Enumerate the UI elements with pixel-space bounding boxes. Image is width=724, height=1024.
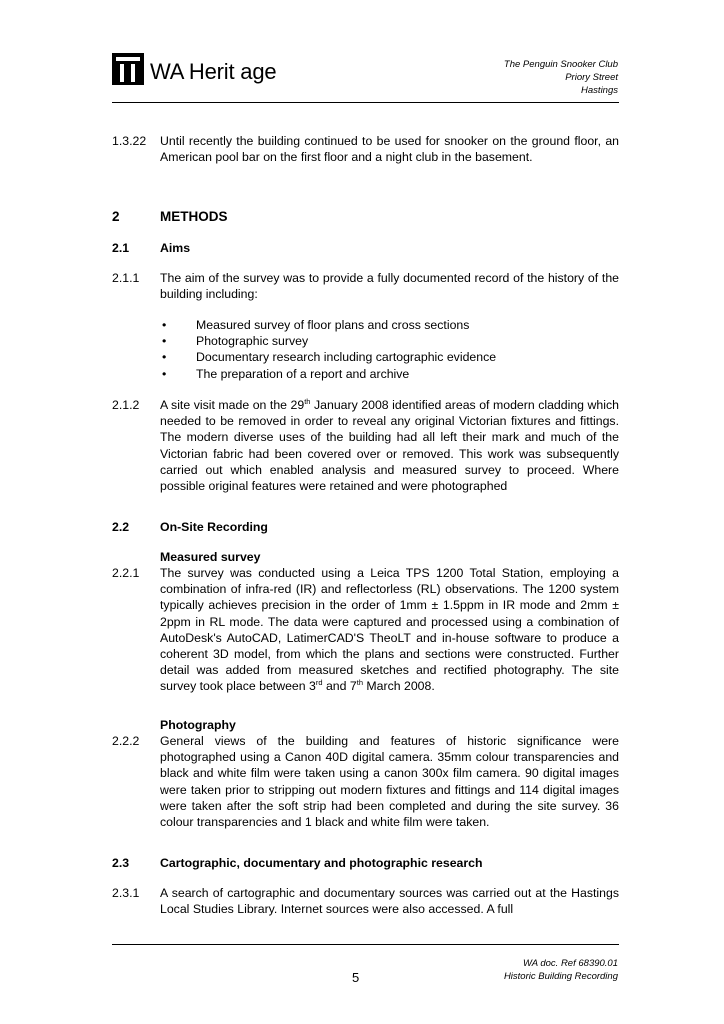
footer-reference (504, 957, 618, 983)
text-run: March 2008. (363, 679, 435, 694)
paragraph-number: 2.2.2 (112, 734, 140, 748)
superscript: rd (315, 678, 323, 688)
heading-number: 2.1 (112, 241, 130, 255)
list-item (160, 366, 620, 382)
list-item (160, 349, 620, 365)
logo-mark-icon (112, 53, 144, 85)
paragraph-number: 2.2.1 (112, 566, 140, 580)
footer-line: WA doc. Ref 68390.01 (522, 958, 618, 969)
paragraph-number: 1.3.22 (112, 134, 147, 148)
header-address (504, 58, 618, 97)
list-item-text: Measured survey of floor plans and cross sections (196, 318, 470, 332)
heading-title: Aims (160, 241, 191, 255)
list-item-text: Photographic survey (196, 334, 309, 349)
paragraph-text: A search of cartographic and documentary sources was carried out at the Hastings Local Studies Library. Internet sources were also accessed. A full (160, 886, 619, 917)
list-item-text: Documentary research including cartographic evidence (196, 350, 497, 365)
text-run: A site visit made on the 29 (160, 398, 305, 412)
paragraph-text: Until recently the building continued to be used for snooker on the ground floor, an American pool bar on the first floor and a night club in the basement. (160, 134, 619, 165)
heading-number: 2.3 (112, 856, 130, 870)
page-number: 5 (352, 970, 360, 985)
paragraph-2-2-2 (112, 733, 619, 830)
superscript: th (304, 396, 311, 406)
subheading-photography: Photography (160, 718, 236, 732)
paragraph-1-3-22 (112, 133, 619, 165)
bullet-icon: • (162, 318, 167, 332)
list-item-text: The preparation of a report and archive (196, 366, 410, 381)
wa-heritage-logo (112, 53, 276, 85)
superscript: th (356, 678, 363, 688)
section-heading-2 (112, 209, 228, 224)
paragraph-text (160, 565, 619, 695)
paragraph-2-2-1 (112, 565, 619, 695)
paragraph-2-3-1 (112, 885, 619, 917)
paragraph-2-1-2 (112, 397, 619, 494)
header-line: The Penguin Snooker Club (503, 59, 618, 70)
heading-number: 2 (112, 209, 120, 224)
list-item (160, 333, 620, 349)
bullet-icon: • (162, 350, 167, 365)
paragraph-text: General views of the building and features of historic significance were photographed using a Canon 40D digital camera. 35mm colour transparencies and black and white film were taken using a canon 300x film camera. 90 digital images were taken prior to stripping out modern fixtures and fittings and 114 digital images were taken after the soft strip had been completed and during the site survey. 36 colour transparencies and 1 black and white film were taken. (160, 734, 619, 830)
aims-bullet-list (160, 317, 620, 382)
heading-title: METHODS (160, 209, 228, 224)
heading-title: On-Site Recording (160, 520, 268, 534)
heading-number: 2.2 (112, 520, 130, 534)
paragraph-number: 2.3.1 (112, 886, 140, 900)
section-heading-2-3 (112, 856, 483, 870)
subheading-measured-survey: Measured survey (160, 550, 261, 564)
bullet-icon: • (162, 366, 167, 381)
paragraph-number: 2.1.1 (112, 271, 140, 285)
section-heading-2-1 (112, 241, 190, 255)
list-item (160, 317, 620, 333)
text-run: The survey was conducted using a Leica TPS 1200 Total Station, employing a combination of infra-red (IR) and reflectorless (RL) observations. The 1200 system typically achieves precision in the order of 1mm ± 1.5ppm in IR mode and 2mm ± 2ppm in RL mode. The data were captured and processed using a combination of AutoDesk's AutoCAD, LatimerCAD'S TheoLT and in-house software to produce a coherent 3D model, from which the plans and sections were constructed. Further detail was added from measured sketches and rectified photography. The site survey took place between 3 (160, 566, 619, 694)
paragraph-text (160, 397, 619, 494)
logo-text: WA Herit age (150, 59, 277, 84)
paragraph-number: 2.1.2 (112, 398, 140, 412)
header-rule (112, 102, 619, 103)
text-run: and 7 (322, 679, 357, 694)
footer-line: Historic Building Recording (503, 971, 618, 982)
heading-title: Cartographic, documentary and photographic research (160, 856, 483, 870)
footer-rule (112, 944, 619, 945)
paragraph-text: The aim of the survey was to provide a fully documented record of the history of the building including: (160, 271, 619, 302)
text-run: January 2008 identified areas of modern cladding which needed to be removed in order to reveal any original Victorian fixtures and fittings. The modern diverse uses of the building had all left their mark and much of the Victorian fabric had been covered over or removed. This work was subsequently carried out which enabled analysis and measured survey to proceed. Where possible original features were retained and were photographed (160, 398, 619, 494)
header-line: Hastings (581, 85, 618, 96)
bullet-icon: • (162, 334, 167, 349)
paragraph-2-1-1 (112, 270, 619, 302)
header-line: Priory Street (565, 72, 618, 83)
section-heading-2-2 (112, 520, 268, 534)
